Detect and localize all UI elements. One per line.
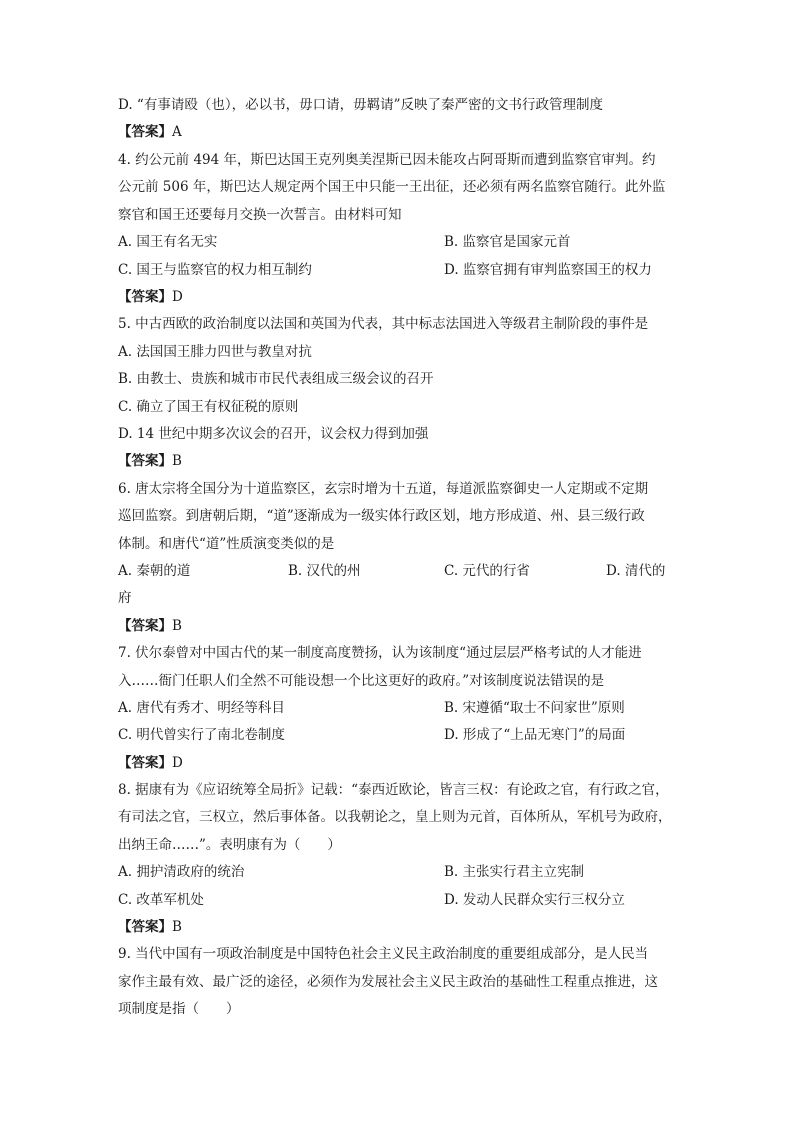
q7-stem-2: 入……衙门任职人们全然不可能设想一个比这更好的政府。”对该制度说法错误的是 [118, 673, 605, 689]
q6-option-c: C. 元代的行省 [444, 563, 530, 579]
answer-label: 【答案】 [118, 289, 172, 305]
q4-stem-2: 公元前 506 年，斯巴达人规定两个国王中只能一王出征，还必须有两名监察官随行。此外监 [118, 179, 666, 195]
q7-option-a: A. 唐代有秀才、明经等科目 [118, 700, 285, 716]
answer-label: 【答案】 [118, 453, 172, 469]
q6-option-d: D. 清代的 [606, 563, 666, 579]
q5-option-c: C. 确立了国王有权征税的原则 [118, 399, 299, 415]
q8-stem-1: 8. 据康有为《应诏统筹全局折》记载：“泰西近欧论，皆言三权：有论政之官，有行政之官， [118, 782, 669, 798]
q4-option-d: D. 监察官拥有审判监察国王的权力 [444, 262, 652, 278]
q8-stem-3: 出纳王命……”。表明康有为（ ） [118, 837, 341, 853]
answer-value: B [172, 618, 182, 634]
answer-q3 [118, 123, 182, 141]
answer-label: 【答案】 [118, 919, 172, 935]
q6-stem-2: 巡回监察。到唐朝后期，“道”逐渐成为一级实体行政区划，地方形成道、州、县三级行政 [118, 508, 645, 524]
q4-stem-1: 4. 约公元前 494 年，斯巴达国王克列奥美涅斯已因未能攻占阿哥斯而遭到监察官审判。约 [118, 152, 656, 168]
q8-option-d: D. 发动人民群众实行三权分立 [444, 892, 625, 908]
q6-stem-3: 体制。和唐代“道”性质演变类似的是 [118, 536, 335, 552]
answer-q6 [118, 617, 182, 635]
q8-option-c: C. 改革军机处 [118, 892, 204, 908]
q6-option-a: A. 秦朝的道 [118, 563, 191, 579]
q4-option-b: B. 监察官是国家元首 [444, 234, 571, 250]
q5-option-b: B. 由教士、贵族和城市市民代表组成三级会议的召开 [118, 371, 434, 387]
answer-q7 [118, 754, 183, 772]
q3-option-d: D. “有事请殴（也），必以书，毋口请，毋羁请”反映了秦严密的文书行政管理制度 [118, 97, 603, 113]
q7-option-d: D. 形成了“上品无寒门”的局面 [444, 727, 626, 743]
answer-value: B [172, 919, 182, 935]
q5-option-a: A. 法国国王腓力四世与教皇对抗 [118, 344, 312, 360]
answer-value: D [172, 755, 183, 771]
answer-value: A [172, 124, 182, 140]
answer-q8 [118, 918, 182, 936]
q4-option-a: A. 国王有名无实 [118, 234, 218, 250]
q6-option-d-cont: 府 [118, 590, 132, 606]
answer-q4 [118, 288, 183, 306]
q7-option-c: C. 明代曾实行了南北卷制度 [118, 727, 285, 743]
q8-option-b: B. 主张实行君主立宪制 [444, 864, 585, 880]
answer-label: 【答案】 [118, 618, 172, 634]
q4-options-row1 [118, 233, 678, 251]
q4-options-row2 [118, 261, 678, 279]
answer-value: B [172, 453, 182, 469]
q7-option-b: B. 宋遵循“取士不问家世”原则 [444, 700, 625, 716]
q9-stem-3: 项制度是指（ ） [118, 1001, 240, 1017]
q7-options-row1 [118, 699, 678, 717]
q9-stem-2: 家作主最有效、最广泛的途径，必须作为发展社会主义民主政治的基础性工程重点推进，这 [118, 974, 658, 990]
q8-options-row2 [118, 891, 678, 909]
q8-stem-2: 有司法之官，三权立，然后事体备。以我朝论之，皇上则为元首，百体所从，军机号为政府， [118, 809, 672, 825]
q6-stem-1: 6. 唐太宗将全国分为十道监察区，玄宗时增为十五道，每道派监察御史一人定期或不定期 [118, 481, 649, 497]
q8-options-row1 [118, 863, 678, 881]
answer-value: D [172, 289, 183, 305]
q9-stem-1: 9. 当代中国有一项政治制度是中国特色社会主义民主政治制度的重要组成部分，是人民当 [118, 946, 649, 962]
answer-label: 【答案】 [118, 755, 172, 771]
q5-option-d: D. 14 世纪中期多次议会的召开，议会权力得到加强 [118, 426, 429, 442]
q6-option-b: B. 汉代的州 [288, 563, 361, 579]
q4-stem-3: 察官和国王还要每月交换一次誓言。由材料可知 [118, 207, 402, 223]
answer-label: 【答案】 [118, 124, 172, 140]
q7-stem-1: 7. 伏尔泰曾对中国古代的某一制度高度赞扬，认为该制度“通过层层严格考试的人才能进 [118, 645, 642, 661]
q5-stem: 5. 中古西欧的政治制度以法国和英国为代表，其中标志法国进入等级君主制阶段的事件是 [118, 316, 649, 332]
q8-option-a: A. 拥护清政府的统治 [118, 864, 245, 880]
q7-options-row2 [118, 726, 678, 744]
q6-options-row [118, 562, 678, 580]
q4-option-c: C. 国王与监察官的权力相互制约 [118, 262, 312, 278]
answer-q5 [118, 452, 182, 470]
